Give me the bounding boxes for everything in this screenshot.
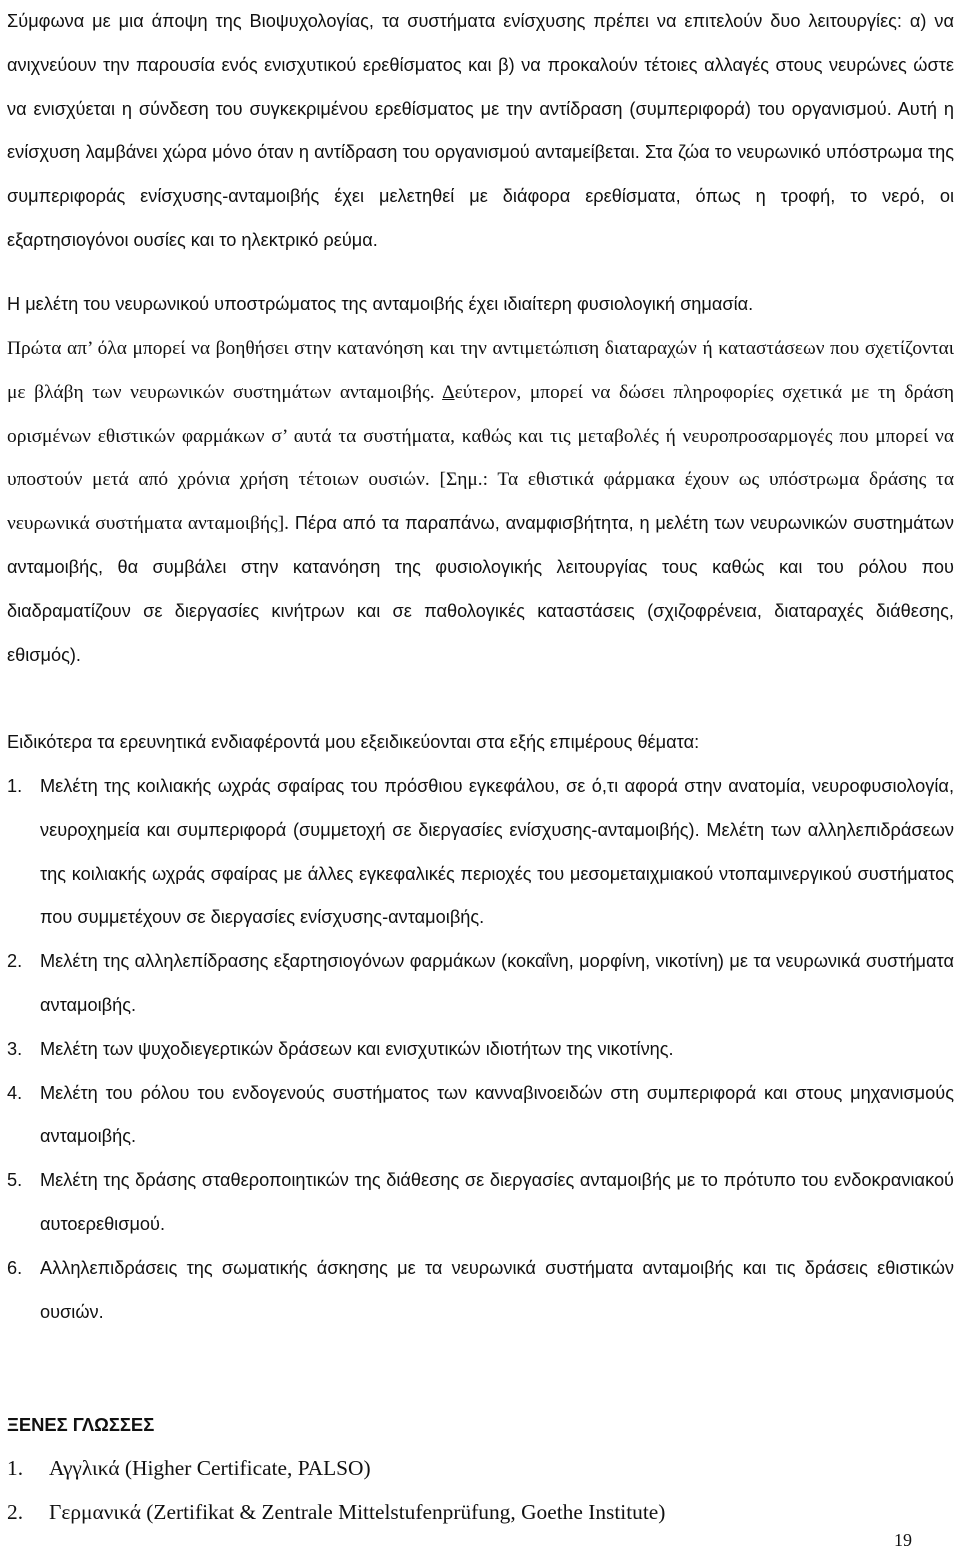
- research-interests-intro: [7, 721, 699, 765]
- list-item-number: 1.: [7, 776, 23, 796]
- list-item-text: Γερμανικά (Zertifikat & Zentrale Mittelstufenprüfung, Goethe Institute): [49, 1499, 666, 1524]
- list-item-text: Αλληλεπιδράσεις της σωματικής άσκησης με τα νευρωνικά συστήματα ανταμοιβής και τις δράσεις εθιστικών ουσιών.: [40, 1257, 954, 1322]
- list-item-number: 2.: [7, 1499, 24, 1524]
- list-item-text: Αγγλικά (Higher Certificate, PALSO): [49, 1456, 371, 1480]
- list-item: [7, 765, 954, 940]
- languages-list: [7, 1447, 665, 1535]
- list-item-text: Μελέτη της δράσης σταθεροποιητικών της διάθεσης σε διεργασίες ανταμοιβής με το πρότυπο του ενδοκρανιακού αυτοερεθισμού.: [40, 1170, 954, 1234]
- list-item-text: Μελέτη των ψυχοδιεγερτικών δράσεων και ενισχυτικών ιδιοτήτων της νικοτίνης.: [40, 1038, 674, 1059]
- list-item-text: Μελέτη του ρόλου του ενδογενούς συστήματος των κανναβινοειδών στη συμπεριφορά και στους μηχανισμούς ανταμοιβής.: [40, 1082, 954, 1147]
- intro-paragraph-text: Σύμφωνα με μια άποψη της Βιοψυχολογίας, τα συστήματα ενίσχυσης πρέπει να επιτελούν δυο λειτουργίες: α) να ανιχνεύουν την παρουσία ενός ενισχυτικού ερεθίσματος και β) να προκαλούν τέτοιες αλλαγές στους νευρώνες ώστε να ενισχύεται η σύνδεση του συγκεκριμένου ερεθίσματος με την αντίδραση (συμπεριφορά) του οργανισμού. Αυτή η ενίσχυση λαμβάνει χώρα μόνο όταν η αντίδραση του οργανισμού ανταμείβεται. Στα ζώα το νευρωνικό υπόστρωμα της συμπεριφοράς ενίσχυσης-ανταμοιβής έχει μελετηθεί με διάφορα ερεθίσματα, όπως η τροφή, το νερό, οι εξαρτησιογόνοι ουσίες και το ηλεκτρικό ρεύμα.: [7, 11, 954, 250]
- list-item: [7, 940, 954, 1028]
- list-item-number: 5.: [7, 1170, 23, 1191]
- list-item-text: Μελέτη της κοιλιακής ωχράς σφαίρας του πρόσθιου εγκεφάλου, σε ό,τι αφορά στην ανατομία, νευροφυσιολογία, νευροχημεία και συμπεριφορά (συμμετοχή σε διεργασίες ενίσχυσης-ανταμοιβής). Μελέτη των αλληλεπιδράσεων της κοιλιακής ωχράς σφαίρας με άλλες εγκεφαλικές περιοχές του μεσομεταιχμιακού ντοπαμινεργικού συστήματος που συμμετέχουν σε διεργασίες ενίσχυσης-ανταμοιβής.: [40, 776, 954, 928]
- page-number: 19: [894, 1530, 912, 1550]
- list-item-number: 3.: [7, 1038, 23, 1059]
- foreign-languages-heading: ΞΕΝΕΣ ΓΛΩΣΣΕΣ: [7, 1414, 155, 1435]
- research-interests-intro-text: Ειδικότερα τα ερευνητικά ενδιαφέροντά μου εξειδικεύονται στα εξής επιμέρους θέματα:: [7, 732, 700, 752]
- list-item: [7, 1491, 665, 1535]
- significance-paragraph: [7, 283, 753, 327]
- list-item-number: 1.: [7, 1456, 24, 1480]
- reasons-text-second: εύτερον, μπορεί να δώσει πληροφορίες σχετικά με τη δράση ορισμένων εθιστικών φαρμάκων σ’ αυτά τα συστήματα, καθώς και τις μεταβολές ή νευροπροσαρμογές που μπορεί να υποστούν μετά από χρόνια χρήση τέτοιων ουσιών. [Σημ.: Τα εθιστικά φάρμακα έχουν ως υπόστρωμα δράσης τα νευρωνικά συστήματα ανταμοιβής].: [7, 381, 954, 535]
- list-item-text: Μελέτη της αλληλεπίδρασης εξαρτησιογόνων φαρμάκων (κοκαΐνη, μορφίνη, νικοτίνη) με τα νευρωνικά συστήματα ανταμοιβής.: [40, 951, 954, 1015]
- list-item: [7, 1247, 954, 1335]
- list-item: [7, 1072, 954, 1160]
- reasons-underlined-letter: Δ: [442, 381, 455, 403]
- list-item-number: 2.: [7, 951, 23, 972]
- reasons-text-first: Πρώτα απ’ όλα μπορεί να βοηθήσει στην κατανόηση και την αντιμετώπιση διαταραχών ή καταστάσεων που σχετίζονται με βλάβη των νευρωνικών συστημάτων ανταμοιβής.: [7, 338, 954, 403]
- list-item: [7, 1447, 665, 1491]
- intro-paragraph: [7, 0, 954, 263]
- list-item-number: 4.: [7, 1082, 23, 1103]
- research-topics-list: [7, 765, 954, 1334]
- significance-text: Η μελέτη του νευρωνικού υποστρώματος της ανταμοιβής έχει ιδιαίτερη φυσιολογική σημασία.: [7, 294, 754, 314]
- list-item: [7, 1159, 954, 1247]
- reasons-paragraph: [7, 327, 954, 677]
- list-item-number: 6.: [7, 1257, 23, 1278]
- list-item: [7, 1028, 954, 1072]
- reasons-text-third: Πέρα από τα παραπάνω, αναμφισβήτητα, η μελέτη των νευρωνικών συστημάτων ανταμοιβής, θα συμβάλει στην κατανόηση της φυσιολογικής λειτουργίας τους καθώς και του ρόλου που διαδραματίζουν σε διεργασίες κινήτρων και σε παθολογικές καταστάσεις (σχιζοφρένεια, διαταραχές διάθεσης, εθισμός).: [7, 513, 955, 665]
